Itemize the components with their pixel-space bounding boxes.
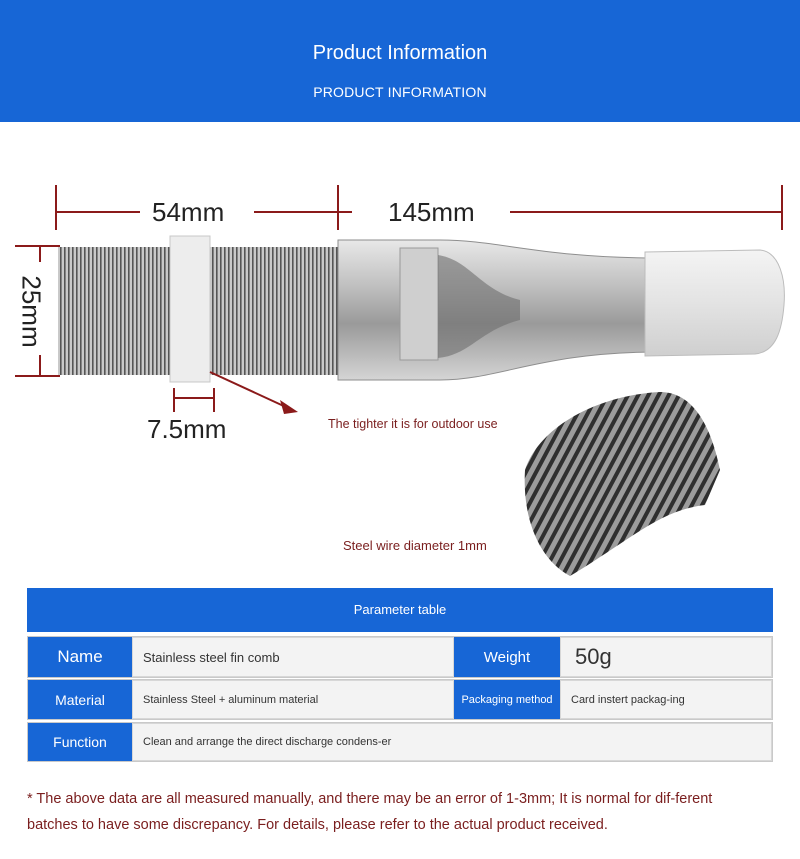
function-value: Clean and arrange the direct discharge condens-er (132, 723, 772, 761)
function-label: Function (28, 723, 132, 761)
handle-cap (645, 250, 784, 356)
page-subtitle: PRODUCT INFORMATION (313, 84, 487, 100)
material-label: Material (28, 680, 132, 719)
teeth-closeup (525, 392, 720, 576)
dim-comb-length: 54mm (152, 197, 225, 227)
name-value: Stainless steel fin comb (132, 637, 454, 677)
name-label: Name (28, 637, 132, 677)
weight-label: Weight (454, 637, 560, 677)
product-illustration (0, 122, 800, 582)
material-value: Stainless Steel + aluminum material (132, 680, 454, 719)
outdoor-note: The tighter it is for outdoor use (328, 417, 498, 431)
page-title: Product Information (312, 42, 488, 64)
dim-handle-length: 145mm (388, 197, 475, 227)
dim-comb-width: 25mm (16, 275, 47, 348)
weight-value: 50g (560, 637, 772, 677)
wire-note: Steel wire diameter 1mm (343, 538, 487, 553)
packaging-label: Packaging method (454, 680, 560, 719)
comb-band (170, 236, 210, 382)
parameter-table-title: Parameter table (27, 588, 773, 632)
dim-band-width: 7.5mm (147, 414, 227, 444)
packaging-value: Card instert packag-ing (560, 680, 772, 719)
footnote: * The above data are all measured manually, and there may be an error of 1-3mm; It is normal for dif-ferent batches to have some discrepancy. For details, please refer to the actual product received. (27, 791, 713, 833)
header-banner (0, 0, 800, 122)
pointer-arrow-icon (280, 400, 298, 414)
